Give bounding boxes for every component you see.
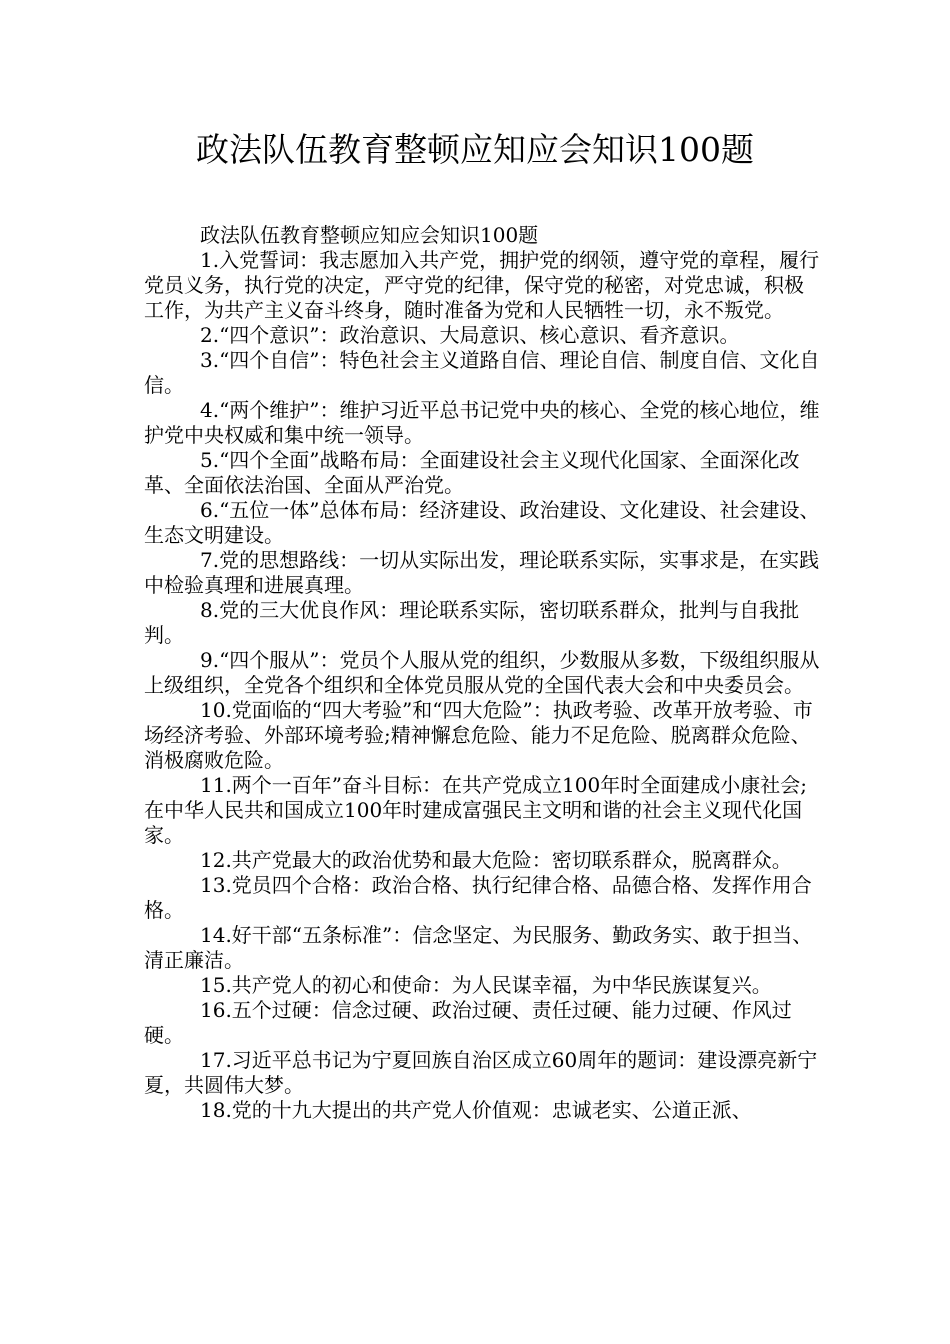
list-item: 12.共产党最大的政治优势和最大危险：密切联系群众，脱离群众。 [200, 848, 792, 872]
list-item: 13.党员四个合格：政治合格、执行纪律合格、品德合格、发挥作用合格。 [144, 873, 812, 922]
list-item: 14.好干部“五条标准”：信念坚定、为民服务、勤政务实、敢于担当、清正廉洁。 [144, 923, 813, 972]
list-item: 2.“四个意识”：政治意识、大局意识、核心意识、看齐意识。 [200, 323, 740, 347]
list-item: 16.五个过硬：信念过硬、政治过硬、责任过硬、能力过硬、作风过硬。 [144, 998, 792, 1047]
list-item: 1.入党誓词：我志愿加入共产党，拥护党的纲领，遵守党的章程，履行党员义务，执行党的决定，严守党的纪律，保守党的秘密，对党忠诚，积极工作，为共产主义奋斗终身，随时准备为党和人民牺牲一切，永不叛党。 [144, 248, 820, 322]
list-item: 6.“五位一体”总体布局：经济建设、政治建设、文化建设、社会建设、生态文明建设。 [144, 498, 820, 547]
document-body [144, 223, 822, 1123]
list-item: 7.党的思想路线：一切从实际出发，理论联系实际，实事求是，在实践中检验真理和进展真理。 [144, 548, 820, 597]
list-item: 4.“两个维护”：维护习近平总书记党中央的核心、全党的核心地位，维护党中央权威和集中统一领导。 [144, 398, 820, 447]
list-item: 18.党的十九大提出的共产党人价值观：忠诚老实、公道正派、 [200, 1098, 752, 1122]
list-item: 11.两个一百年”奋斗目标：在共产党成立100年时全面建成小康社会;在中华人民共和国成立100年时建成富强民主文明和谐的社会主义现代化国家。 [144, 773, 807, 847]
list-item: 9.“四个服从”：党员个人服从党的组织，少数服从多数，下级组织服从上级组织，全党各个组织和全体党员服从党的全国代表大会和中央委员会。 [144, 648, 820, 697]
list-item: 10.党面临的“四大考验”和“四大危险”：执政考验、改革开放考验、市场经济考验、外部环境考验;精神懈怠危险、能力不足危险、脱离群众危险、消极腐败危险。 [144, 698, 813, 772]
list-item: 3.“四个自信”：特色社会主义道路自信、理论自信、制度自信、文化自信。 [144, 348, 820, 397]
document-title: 政法队伍教育整顿应知应会知识100题 [196, 130, 754, 169]
list-item: 8.党的三大优良作风：理论联系实际，密切联系群众，批判与自我批判。 [144, 598, 800, 647]
list-item: 5.“四个全面”战略布局：全面建设社会主义现代化国家、全面深化改革、全面依法治国、全面从严治党。 [144, 448, 800, 497]
list-item: 15.共产党人的初心和使命：为人民谋幸福，为中华民族谋复兴。 [200, 973, 772, 997]
document-subtitle: 政法队伍教育整顿应知应会知识100题 [200, 223, 539, 247]
list-item: 17.习近平总书记为宁夏回族自治区成立60周年的题词：建设漂亮新宁夏，共圆伟大梦。 [144, 1048, 818, 1097]
